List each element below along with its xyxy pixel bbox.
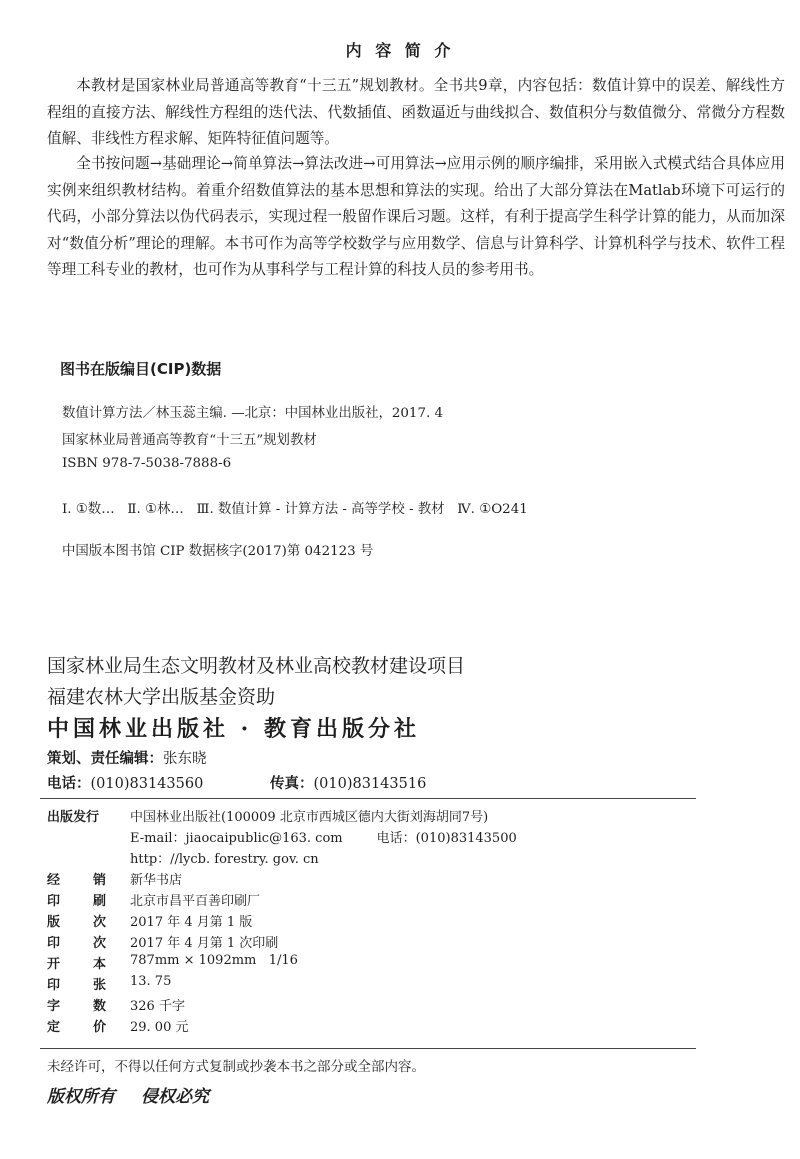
rights-reserved <box>47 1082 209 1107</box>
copyright-page: 内 容 简 介 本教材是国家林业局普通高等教育“十三五”规划教材。全书共9章，内容包括：数值计算中的误差、解线性方程组的直接方法、解线性方程组的迭代法、代数插值、函数逼近与曲线拟合、数值积分与数值微分、常微分方程数值解、非线性方程求解、矩阵特征值问题等。 全书按问题→基础理论→简单算法→算法改进→可用算法→应用示例的顺序编排，采用嵌入式模式结合具体应用实例来组织教材结构。着重介绍数值算法的基本思想和算法的实现。给出了大部分算法在Matlab环境下可运行的代码，小部分算法以伪代码表示，实现过程一般留作课后习题。这样，有利于提高学生科学计算的能力，从而加深对“数值分析”理论的理解。本书可作为高等学校数学与应用数学、信息与计算科学、计算机科学与技术、软件工程等理工科专业的教材，也可作为从事科学与工程计算的科技人员的参考用书。 图书在版编目(CIP)数据 数值计算方法／林玉蕊主编. —北京：中国林业出版社，2017. 4 国家林业局普通高等教育“十三五”规划教材 ISBN 978-7-5038-7888-6 Ⅰ. ①数… Ⅱ. ①林… Ⅲ. 数值计算 - 计算方法 - 高等学校 - 教材 Ⅳ. ①O241 中国版本图书馆 CIP 数据核字(2017)第 042123 号 国家林业局生态文明教材及林业高校教材建设项目 福建农林大学出版基金资助 中国林业出版社 · 教育出版分社 策划、责任编辑：张东晓 电话：(010)83143560 传真：(010)83143516 出版发行 中国林业出版社(100009 北京市西城区德内大街刘海胡同7号) E-mail：jiaocaipublic@163. com 电话：(010)83143500 http：//lycb. forestry. gov. cn 经 销 新华书店 印 刷 北京市昌平百善印刷厂 版 次 2017 年 4 月第 1 版 印 次 2017 年 4 月第 1 次印刷 开 本 787mm × 1092mm 1/16 印 张 13. 75 字 数 326 千字 定 价 29. 00 元 未经许可，不得以任何方式复制或抄袭本书之部分或全部内容。 版权所有 侵权必究 <box>0 0 800 1159</box>
summary-paragraph: 本教材是国家林业局普通高等教育“十三五”规划教材。全书共9章，内容包括：数值计算中的误差、解线性方程组的直接方法、解线性方程组的迭代法、代数插值、函数逼近与曲线拟合、数值积分与数值微分、常微分方程数值解、非线性方程求解、矩阵特征值问题等。 <box>47 77 785 147</box>
cip-isbn: ISBN 978-7-5038-7888-6 <box>62 456 232 471</box>
contact-line <box>47 772 427 793</box>
publishing-label: 出版发行 <box>47 810 100 825</box>
editor-line <box>47 747 207 768</box>
fax-value: (010)83143516 <box>313 776 427 792</box>
cip-heading: 图书在版编目(CIP)数据 <box>60 360 222 378</box>
fax-group <box>270 772 426 793</box>
cip-line: 国家林业局普通高等教育“十三五”规划教材 <box>62 433 317 448</box>
divider <box>40 1048 696 1049</box>
phone-value: (010)83143560 <box>90 776 204 792</box>
editor-value: 张东晓 <box>163 751 207 767</box>
copyright-note: 未经许可，不得以任何方式复制或抄袭本书之部分或全部内容。 <box>47 1059 425 1075</box>
divider <box>40 798 696 799</box>
project-line: 国家林业局生态文明教材及林业高校教材建设项目 <box>47 655 466 677</box>
publisher-name: 中国林业出版社 · 教育出版分社 <box>47 716 420 742</box>
fax-label: 传真： <box>270 776 314 792</box>
publishing-email: E-mail：jiaocaipublic@163. com <box>130 831 343 846</box>
rights-part: 侵权必究 <box>141 1087 209 1107</box>
publishing-contact-row <box>130 827 517 846</box>
phone-label: 电话： <box>47 776 91 792</box>
publishing-tel: 电话：(010)83143500 <box>376 831 517 846</box>
summary-title: 内 容 简 介 <box>345 41 455 60</box>
cip-classification: Ⅰ. ①数… Ⅱ. ①林… Ⅲ. 数值计算 - 计算方法 - 高等学校 - 教材 Ⅳ. ①O241 <box>62 502 528 517</box>
editor-label: 策划、责任编辑： <box>47 751 163 767</box>
cip-record-number: 中国版本图书馆 CIP 数据核字(2017)第 042123 号 <box>62 544 374 559</box>
funding-line: 福建农林大学出版基金资助 <box>47 686 276 708</box>
publishing-website: http：//lycb. forestry. gov. cn <box>130 852 319 867</box>
cip-line: 数值计算方法／林玉蕊主编. —北京：中国林业出版社，2017. 4 <box>62 406 443 421</box>
rights-part: 版权所有 <box>47 1087 115 1107</box>
publishing-address: 中国林业出版社(100009 北京市西城区德内大街刘海胡同7号) <box>130 810 489 825</box>
publishing-row <box>47 806 488 825</box>
summary-paragraph: 全书按问题→基础理论→简单算法→算法改进→可用算法→应用示例的顺序编排，采用嵌入式模式结合具体应用实例来组织教材结构。着重介绍数值算法的基本思想和算法的实现。给出了大部分算法在Matlab环境下可运行的代码，小部分算法以伪代码表示，实现过程一般留作课后习题。这样，有利于提高学生科学计算的能力，从而加深对“数值分析”理论的理解。本书可作为高等学校数学与应用数学、信息与计算科学、计算机科学与技术、软件工程等理工科专业的教材，也可作为从事科学与工程计算的科技人员的参考用书。 <box>47 155 785 278</box>
